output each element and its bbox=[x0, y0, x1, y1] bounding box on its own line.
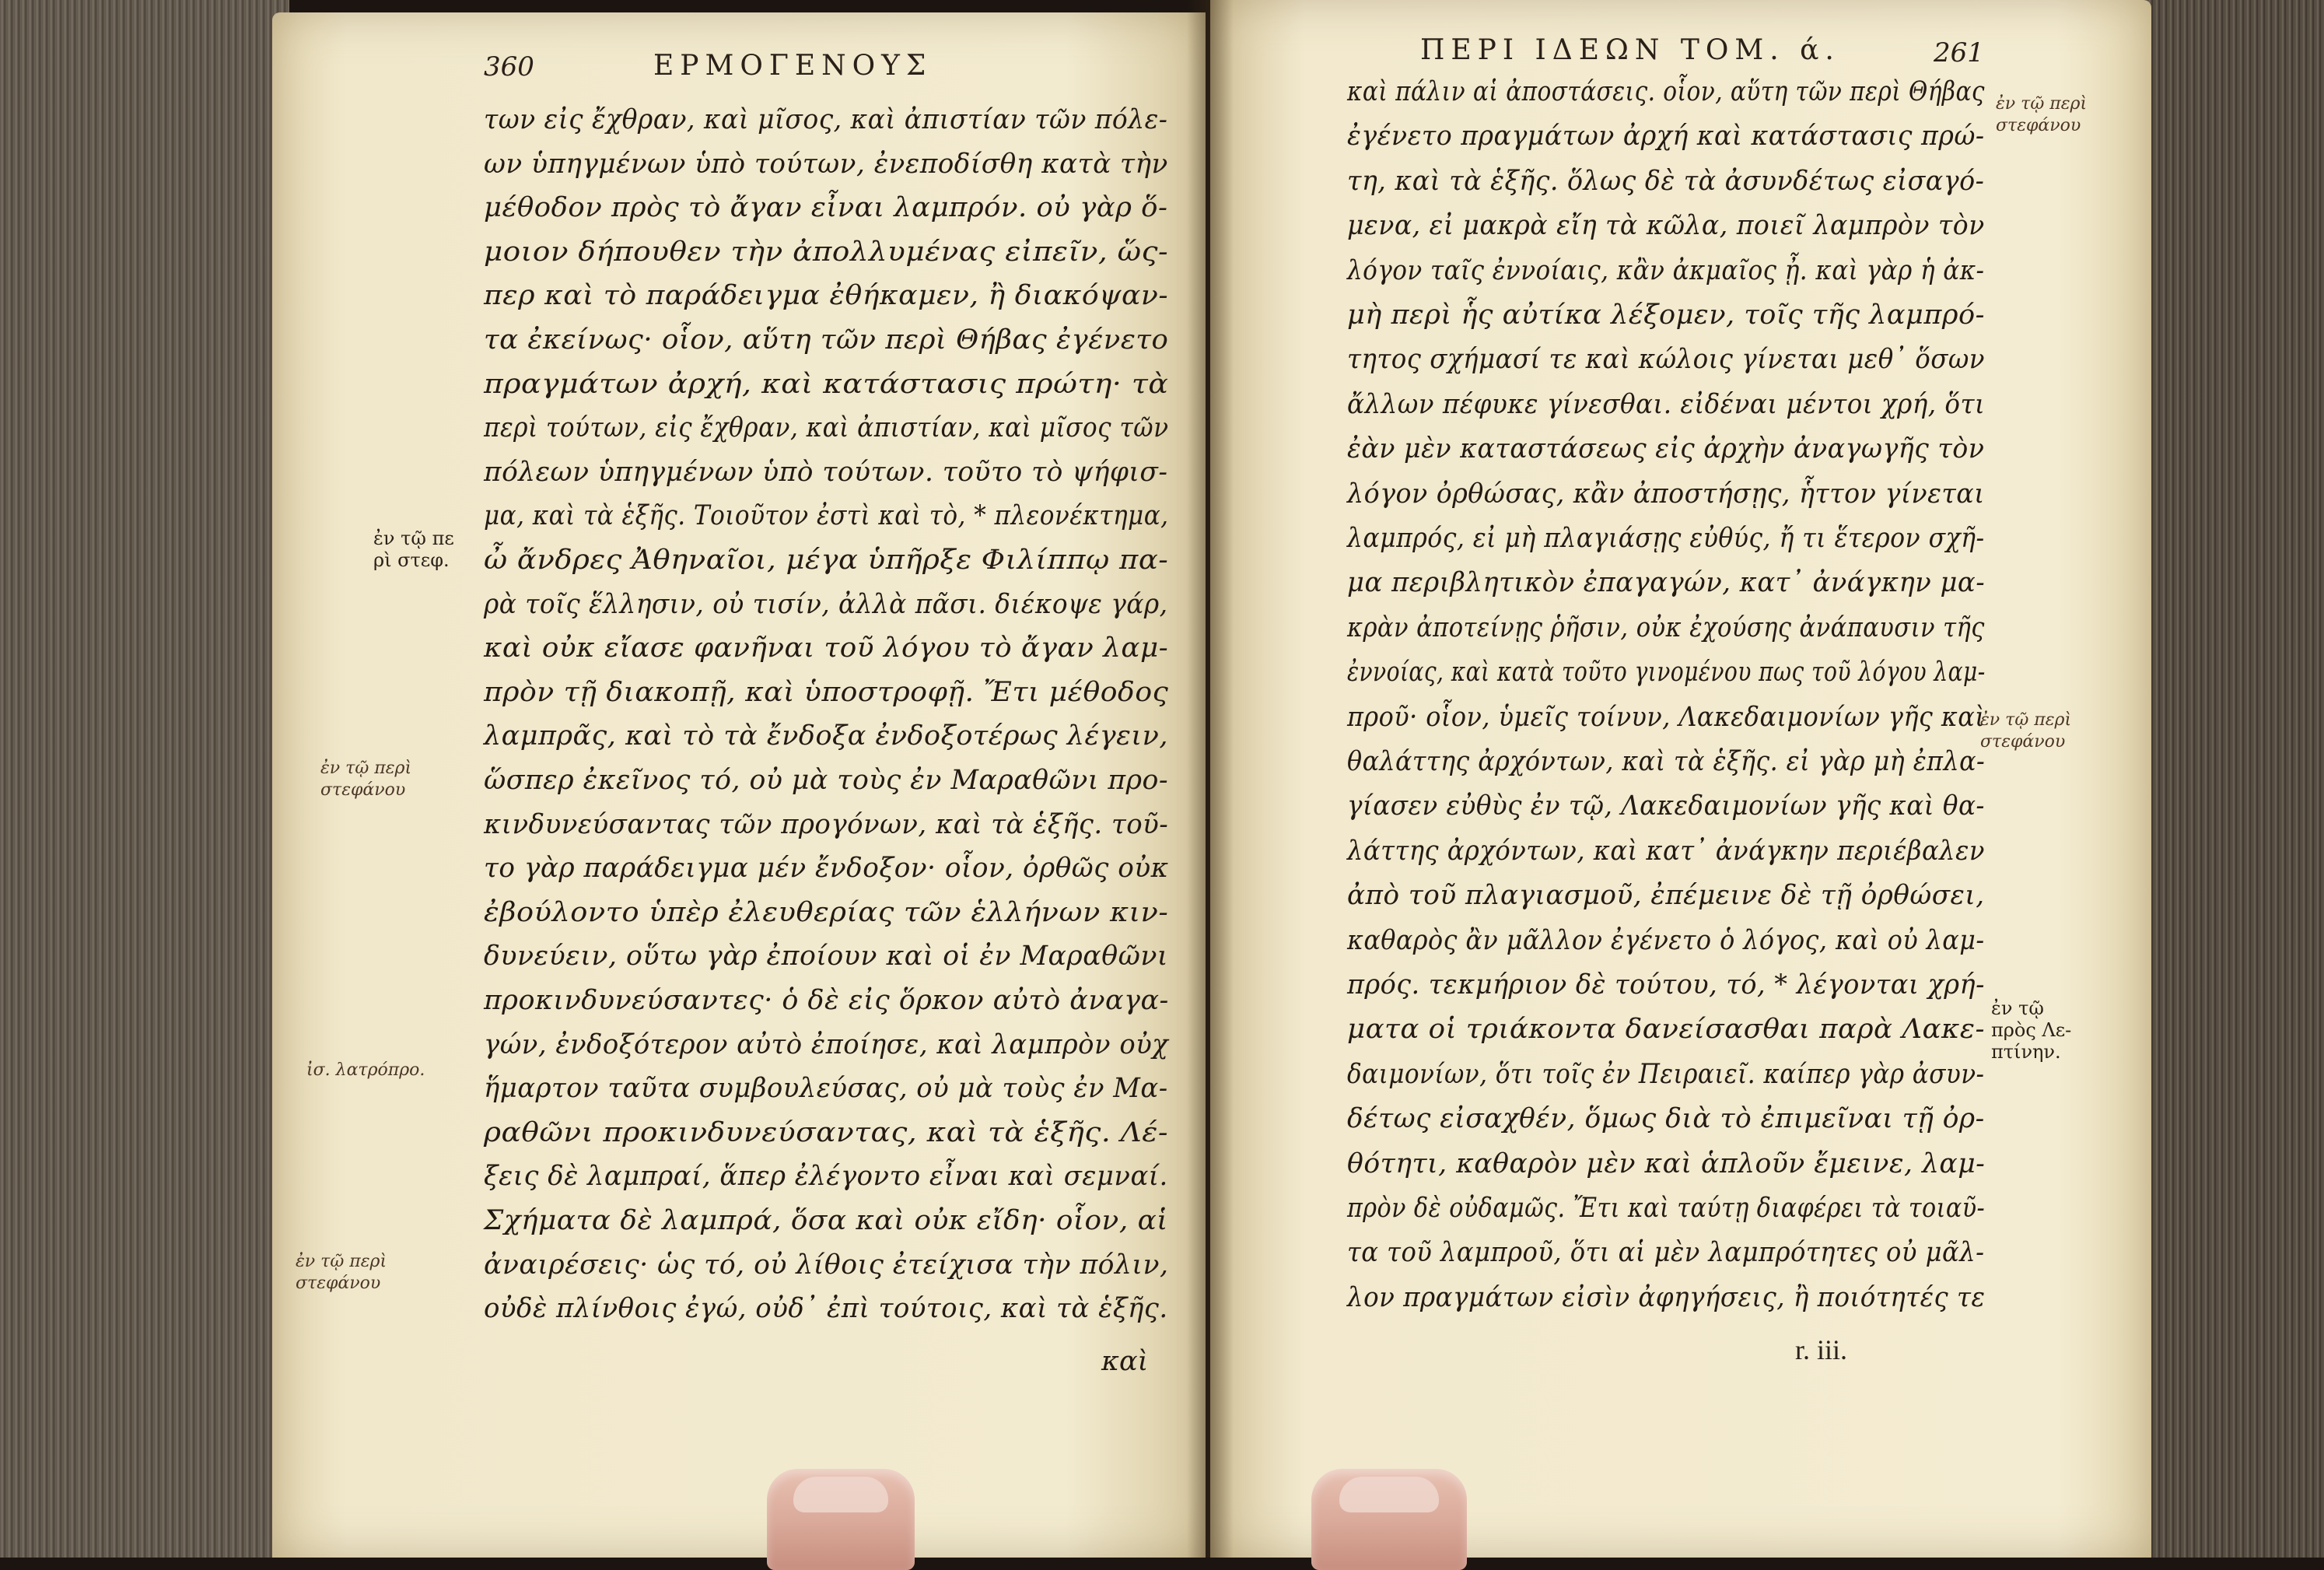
right-running-head: ΠΕΡΙ ΙΔΕΩΝ ΤΟΜ. ά. bbox=[1420, 34, 1840, 66]
text-line: ξεις δὲ λαμπραί, ἅπερ ἐλέγοντο εἶναι καὶ σεμναί. bbox=[484, 1161, 1168, 1193]
text-line: λόγον ὀρθώσας, κἂν ἀποστήσῃς, ἧττον γίνεται bbox=[1347, 478, 1985, 510]
text-line: πρὸν τῇ διακοπῇ, καὶ ὑποστροφῇ. Ἔτι μέθοδος bbox=[484, 676, 1169, 708]
text-line: ων ὑπηγμένων ὑπὸ τούτων, ἐνεποδίσθη κατὰ τὴν bbox=[484, 148, 1168, 180]
text-line: ἐὰν μὲν καταστάσεως εἰς ἀρχὴν ἀναγωγῆς τὸν bbox=[1347, 433, 1985, 465]
text-line: μα, καὶ τὰ ἑξῆς. Τοιοῦτον ἐστὶ καὶ τὸ, * πλεονέκτημα, bbox=[484, 500, 1169, 532]
right-folio: 261 bbox=[1934, 37, 1984, 68]
text-line: πρὸν δὲ οὐδαμῶς. Ἔτι καὶ ταύτῃ διαφέρει τὰ τοιαῦ- bbox=[1347, 1193, 1986, 1224]
margin-note: ἐν τῷ περὶ στεφάνου bbox=[1980, 710, 2072, 752]
text-line: ὥσπερ ἐκεῖνος τό, οὐ μὰ τοὺς ἐν Μαραθῶνι προ- bbox=[484, 765, 1169, 796]
text-line: τα ἐκείνως· οἷον, αὕτη τῶν περὶ Θήβας ἐγένετο bbox=[484, 324, 1169, 356]
margin-note: ἐν τῷ πρὸς Λε- πτίνην. bbox=[1991, 997, 2072, 1063]
margin-note: ἐν τῷ περὶ στεφάνου bbox=[296, 1252, 387, 1293]
text-line: λον πραγμάτων εἰσὶν ἀφηγήσεις, ἢ ποιότητές τε bbox=[1347, 1281, 1986, 1313]
text-line: προκινδυνεύσαντες· ὁ δὲ εἰς ὅρκον αὐτὸ ἀναγα- bbox=[484, 985, 1169, 1016]
left-running-head: ΕΡΜΟΓΕΝΟΥΣ bbox=[653, 50, 933, 82]
text-line: Σχήματα δὲ λαμπρά, ὅσα καὶ οὐκ εἴδη· οἷον, αἱ bbox=[484, 1205, 1168, 1236]
text-line: δαιμονίων, ὅτι τοῖς ἐν Πειραιεῖ. καίπερ γὰρ ἀσυν- bbox=[1347, 1058, 1985, 1090]
text-line: οὐδὲ πλίνθοις ἐγώ, οὐδ᾽ ἐπὶ τούτοις, καὶ τὰ ἑξῆς. bbox=[484, 1293, 1168, 1325]
text-line: δέτως εἰσαχθέν, ὅμως διὰ τὸ ἐπιμεῖναι τῇ ὀρ- bbox=[1347, 1103, 1985, 1135]
text-line: μοιον δήπουθεν τὴν ἀπολλυμένας εἰπεῖν, ὥς- bbox=[484, 236, 1169, 268]
margin-note: ἐν τῷ πε ρὶ στεφ. bbox=[373, 527, 454, 571]
right-page bbox=[1210, 0, 2151, 1558]
text-line: καθαρὸς ἂν μᾶλλον ἐγένετο ὁ λόγος, καὶ οὐ λαμ- bbox=[1347, 924, 1985, 956]
text-line: των εἰς ἔχθραν, καὶ μῖσος, καὶ ἀπιστίαν τῶν πόλε- bbox=[484, 104, 1168, 135]
text-line: ἐννοίας, καὶ κατὰ τοῦτο γινομένου πως τοῦ λόγου λαμ- bbox=[1347, 657, 1986, 689]
text-line: περ καὶ τὸ παράδειγμα ἐθήκαμεν, ἢ διακόψαν- bbox=[484, 280, 1169, 312]
text-line: λαμπρᾶς, καὶ τὸ τὰ ἔνδοξα ἐνδοξοτέρως λέγειν, bbox=[484, 720, 1168, 752]
left-folio: 360 bbox=[484, 51, 534, 82]
text-line: τη, καὶ τὰ ἑξῆς. ὅλως δὲ τὰ ἀσυνδέτως εἰσαγό- bbox=[1347, 165, 1985, 197]
margin-note: ἐν τῷ περὶ στεφάνου bbox=[1996, 94, 2088, 135]
text-line: ματα οἱ τριάκοντα δανείσασθαι παρὰ Λακε- bbox=[1347, 1014, 1985, 1046]
text-line: ἐγένετο πραγμάτων ἀρχή καὶ κατάστασις πρώ- bbox=[1347, 121, 1985, 152]
signature-mark: r. iii. bbox=[1795, 1334, 1848, 1365]
left-thumb bbox=[767, 1469, 915, 1570]
text-line: καὶ οὐκ εἴασε φανῆναι τοῦ λόγου τὸ ἄγαν λαμ- bbox=[484, 633, 1169, 664]
text-line: λόγον ταῖς ἐννοίαις, κἂν ἀκμαῖος ᾖ. καὶ γὰρ ἡ ἀκ- bbox=[1347, 254, 1985, 286]
text-line: θότητι, καθαρὸν μὲν καὶ ἁπλοῦν ἔμεινε, λαμ- bbox=[1347, 1148, 1986, 1179]
text-line: ἐβούλοντο ὑπὲρ ἐλευθερίας τῶν ἑλλήνων κιν- bbox=[484, 896, 1169, 928]
text-line: ρὰ τοῖς ἕλλησιν, οὐ τισίν, ἀλλὰ πᾶσι. διέκοψε γάρ, bbox=[484, 588, 1168, 620]
text-line: τητος σχήμασί τε καὶ κώλοις γίνεται μεθ᾽ ὅσων bbox=[1347, 344, 1986, 376]
text-line: το γὰρ παράδειγμα μέν ἔνδοξον· οἷον, ὀρθῶς οὐκ bbox=[484, 853, 1169, 885]
text-line: μα περιβλητικὸν ἐπαγαγών, κατ᾽ ἀνάγκην μα- bbox=[1347, 567, 1986, 599]
text-line: μὴ περὶ ἧς αὐτίκα λέξομεν, τοῖς τῆς λαμπρό- bbox=[1347, 300, 1985, 331]
text-line: κινδυνεύσαντας τῶν προγόνων, καὶ τὰ ἑξῆς. τοῦ- bbox=[484, 808, 1169, 840]
text-line: μέθοδον πρὸς τὸ ἄγαν εἶναι λαμπρόν. οὐ γὰρ ὅ- bbox=[484, 192, 1168, 224]
text-line: ραθῶνι προκινδυνεύσαντας, καὶ τὰ ἑξῆς. Λέ- bbox=[484, 1116, 1169, 1148]
margin-note: ἰσ. λατρόπρο. bbox=[306, 1060, 425, 1080]
book-gutter bbox=[1187, 0, 1234, 1558]
text-line: κρὰν ἀποτείνῃς ῥῆσιν, οὐκ ἐχούσης ἀνάπαυσιν τῆς bbox=[1347, 612, 1985, 643]
text-line: δυνεύειν, οὕτω γὰρ ἐποίουν καὶ οἱ ἐν Μαραθῶνι bbox=[484, 941, 1169, 972]
text-line: πόλεων ὑπηγμένων ὑπὸ τούτων. τοῦτο τὸ ψήφισ- bbox=[484, 456, 1168, 488]
text-line: περὶ τούτων, εἰς ἔχθραν, καὶ ἀπιστίαν, καὶ μῖσος τῶν bbox=[484, 412, 1169, 444]
text-line: μενα, εἰ μακρὰ εἴη τὰ κῶλα, ποιεῖ λαμπρὸν τὸν bbox=[1347, 210, 1985, 242]
text-line: προῦ· οἷον, ὑμεῖς τοίνυν, Λακεδαιμονίων γῆς καὶ bbox=[1347, 701, 1986, 733]
text-line: θαλάττης ἀρχόντων, καὶ τὰ ἑξῆς. εἰ γὰρ μὴ ἐπλα- bbox=[1347, 746, 1986, 777]
text-line: γίασεν εὐθὺς ἐν τῷ, Λακεδαιμονίων γῆς καὶ θα- bbox=[1347, 790, 1985, 822]
text-line: λαμπρός, εἰ μὴ πλαγιάσῃς εὐθύς, ἤ τι ἕτερον σχῆ- bbox=[1347, 523, 1985, 554]
text-line: καὶ πάλιν αἱ ἀποστάσεις. οἷον, αὕτη τῶν περὶ Θήβας bbox=[1347, 76, 1985, 107]
text-line: γών, ἐνδοξότερον αὐτὸ ἐποίησε, καὶ λαμπρὸν οὐχ bbox=[484, 1029, 1169, 1060]
text-line: ἥμαρτον ταῦτα συμβουλεύσας, οὐ μὰ τοὺς ἐν Μα- bbox=[484, 1073, 1168, 1105]
left-page bbox=[272, 12, 1206, 1558]
text-line: τα τοῦ λαμπροῦ, ὅτι αἱ μὲν λαμπρότητες οὐ μᾶλ- bbox=[1347, 1237, 1985, 1269]
text-line: λάττης ἀρχόντων, καὶ κατ᾽ ἀνάγκην περιέβαλεν bbox=[1347, 835, 1985, 867]
text-line: ὦ ἄνδρες Ἀθηναῖοι, μέγα ὑπῆρξε Φιλίππῳ πα- bbox=[484, 545, 1169, 576]
right-thumb bbox=[1311, 1469, 1467, 1570]
page-block-edge-left bbox=[0, 0, 289, 1558]
text-line: ἀπὸ τοῦ πλαγιασμοῦ, ἐπέμεινε δὲ τῇ ὀρθώσει, bbox=[1347, 880, 1985, 912]
text-line: πρός. τεκμήριον δὲ τούτου, τό, * λέγονται χρή- bbox=[1347, 969, 1985, 1001]
text-line: πραγμάτων ἀρχή, καὶ κατάστασις πρώτη· τὰ bbox=[484, 368, 1169, 400]
margin-note: ἐν τῷ περὶ στεφάνου bbox=[320, 759, 412, 800]
catchword: καὶ bbox=[1101, 1346, 1149, 1377]
text-line: ἄλλων πέφυκε γίνεσθαι. εἰδέναι μέντοι χρή, ὅτι bbox=[1347, 388, 1986, 420]
text-line: ἀναιρέσεις· ὡς τό, οὐ λίθοις ἐτείχισα τὴν πόλιν, bbox=[484, 1249, 1169, 1281]
